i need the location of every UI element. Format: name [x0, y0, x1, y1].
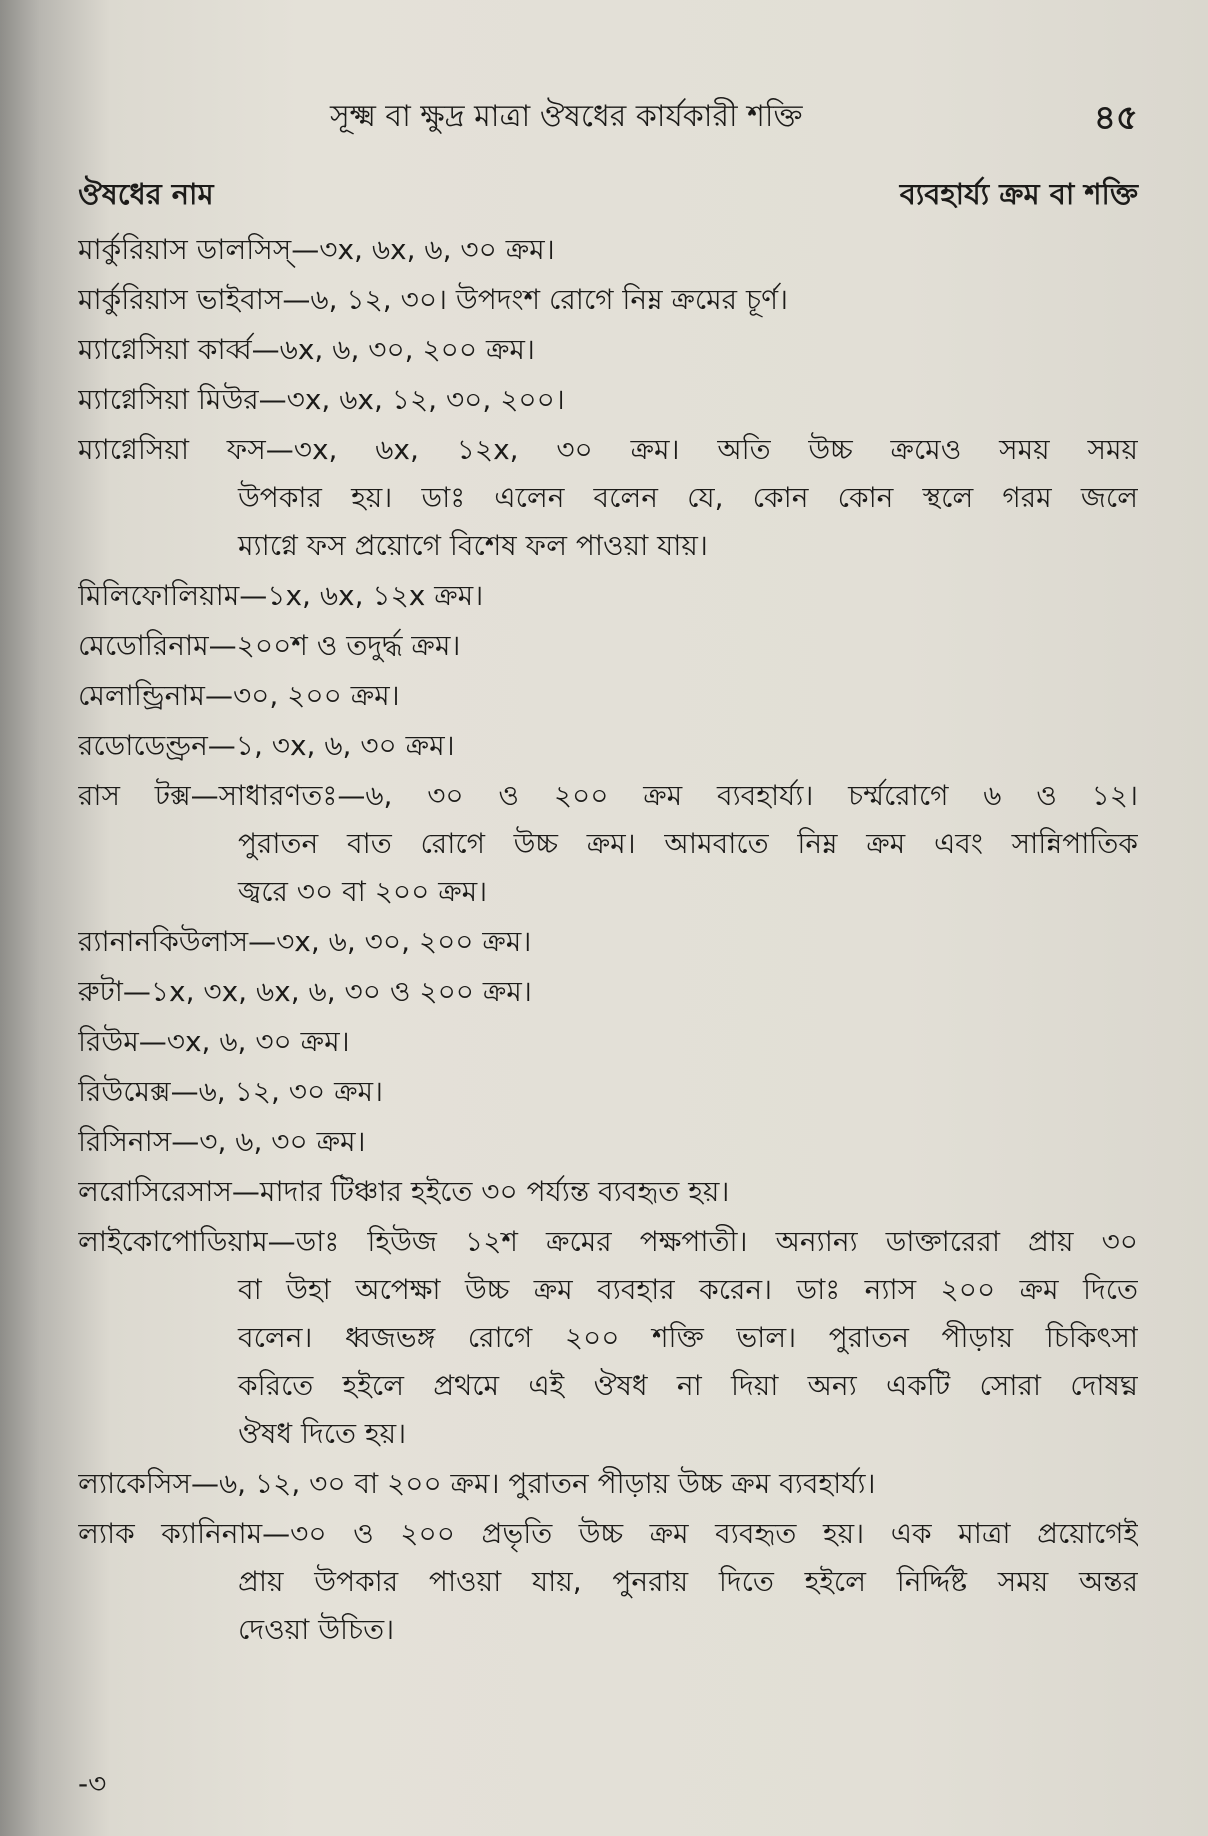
entry-first-line: রিউম—৩x, ৬, ৩০ ক্রম।: [78, 1025, 350, 1058]
page-header: [330, 92, 1138, 152]
medicine-list: [78, 226, 1138, 1656]
column-heading-medicine-name: ঔষধের নাম: [78, 177, 214, 211]
entry-first-line: লরোসিরেসাস—মাদার টিঞ্চার হইতে ৩০ পর্য্যন্ত ব্যবহৃত হয়।: [78, 1175, 730, 1208]
entry-first-line: র‍্যানানকিউলাস—৩x, ৬, ৩০, ২০০ ক্রম।: [78, 925, 532, 958]
medicine-entry: [78, 772, 1138, 916]
entry-first-line: ল্যাক ক্যানিনাম—৩০ ও ২০০ প্রভৃতি উচ্চ ক্রম ব্যবহৃত হয়। এক মাত্রা প্রয়োগেই: [78, 1517, 1138, 1550]
entry-first-line: রিসিনাস—৩, ৬, ৩০ ক্রম।: [78, 1125, 366, 1158]
entry-first-line: মেলান্ড্রিনাম—৩০, ২০০ ক্রম।: [78, 679, 400, 712]
medicine-entry: [78, 1168, 1138, 1216]
entry-first-line: মার্কুরিয়াস ডালসিস্—৩x, ৬x, ৬, ৩০ ক্রম।: [78, 233, 555, 266]
entry-first-line: লাইকোপোডিয়াম—ডাঃ হিউজ ১২শ ক্রমের পক্ষপাতী। অন্যান্য ডাক্তারেরা প্রায় ৩০: [78, 1225, 1138, 1258]
entry-continuation-line: ঔষধ দিতে হয়।: [238, 1417, 407, 1450]
medicine-entry: [78, 426, 1138, 570]
entry-continuation-line: জ্বরে ৩০ বা ২০০ ক্রম।: [238, 875, 488, 908]
entry-first-line: রুটা—১x, ৩x, ৬x, ৬, ৩০ ও ২০০ ক্রম।: [78, 975, 532, 1008]
entry-first-line: ম্যাগ্নেসিয়া ফস—৩x, ৬x, ১২x, ৩০ ক্রম। অতি উচ্চ ক্রমেও সময় সময়: [78, 433, 1138, 466]
entry-continuation-line: করিতে হইলে প্রথমে এই ঔষধ না দিয়া অন্য একটি সোরা দোষঘ্ন: [238, 1369, 1138, 1402]
medicine-entry: [78, 1118, 1138, 1166]
column-heading-potency: ব্যবহার্য্য ক্রম বা শক্তি: [899, 177, 1138, 211]
medicine-entry: [78, 1068, 1138, 1116]
entry-first-line: ল্যাকেসিস—৬, ১২, ৩০ বা ২০০ ক্রম। পুরাতন পীড়ায় উচ্চ ক্রম ব্যবহার্য্য।: [78, 1467, 876, 1500]
entry-continuation-line: উপকার হয়। ডাঃ এলেন বলেন যে, কোন কোন স্থলে গরম জলে: [238, 481, 1138, 514]
medicine-entry: [78, 622, 1138, 670]
entry-first-line: মেডোরিনাম—২০০শ ও তদুর্দ্ধ ক্রম।: [78, 629, 461, 662]
entry-continuation-line: প্রায় উপকার পাওয়া যায়, পুনরায় দিতে হইলে নির্দ্দিষ্ট সময় অন্তর: [238, 1565, 1138, 1598]
entry-first-line: রডোডেণ্ড্রন—১, ৩x, ৬, ৩০ ক্রম।: [78, 729, 455, 762]
entry-continuation-line: পুরাতন বাত রোগে উচ্চ ক্রম। আমবাতে নিম্ন ক্রম এবং সান্নিপাতিক: [238, 827, 1138, 860]
medicine-entry: [78, 326, 1138, 374]
medicine-entry: [78, 376, 1138, 424]
entry-continuation-line: বলেন। ধ্বজভঙ্গ রোগে ২০০ শক্তি ভাল। পুরাতন পীড়ায় চিকিৎসা: [238, 1321, 1138, 1354]
medicine-entry: [78, 1460, 1138, 1508]
medicine-entry: [78, 1510, 1138, 1654]
medicine-entry: [78, 1018, 1138, 1066]
column-headings: [78, 172, 1138, 216]
medicine-entry: [78, 276, 1138, 324]
entry-continuation-line: ম্যাগ্নে ফস প্রয়োগে বিশেষ ফল পাওয়া যায়।: [238, 529, 708, 562]
entry-first-line: রিউমেক্স—৬, ১২, ৩০ ক্রম।: [78, 1075, 384, 1108]
entry-first-line: ম্যাগ্নেসিয়া মিউর—৩x, ৬x, ১২, ৩০, ২০০।: [78, 383, 565, 416]
entry-first-line: রাস টক্স—সাধারণতঃ—৬, ৩০ ও ২০০ ক্রম ব্যবহার্য্য। চর্ম্মরোগে ৬ ও ১২।: [78, 779, 1138, 812]
entry-first-line: মিলিফোলিয়াম—১x, ৬x, ১২x ক্রম।: [78, 579, 484, 612]
medicine-entry: [78, 968, 1138, 1016]
medicine-entry: [78, 572, 1138, 620]
entry-continuation-line: বা উহা অপেক্ষা উচ্চ ক্রম ব্যবহার করেন। ডাঃ ন্যাস ২০০ ক্রম দিতে: [238, 1273, 1138, 1306]
page-number: ৪৫: [1093, 98, 1138, 138]
medicine-entry: [78, 918, 1138, 966]
entry-continuation-line: দেওয়া উচিত।: [238, 1613, 395, 1646]
medicine-entry: [78, 226, 1138, 274]
entry-first-line: ম্যাগ্নেসিয়া কার্ব্ব—৬x, ৬, ৩০, ২০০ ক্রম।: [78, 333, 535, 366]
medicine-entry: [78, 722, 1138, 770]
running-title: সূক্ষ্ম বা ক্ষুদ্র মাত্রা ঔষধের কার্যকারী শক্তি: [330, 99, 803, 134]
signature-mark: -৩: [78, 1767, 107, 1800]
entry-first-line: মার্কুরিয়াস ভাইবাস—৬, ১২, ৩০। উপদংশ রোগে নিম্ন ক্রমের চূর্ণ।: [78, 283, 789, 316]
medicine-entry: [78, 1218, 1138, 1458]
medicine-entry: [78, 672, 1138, 720]
